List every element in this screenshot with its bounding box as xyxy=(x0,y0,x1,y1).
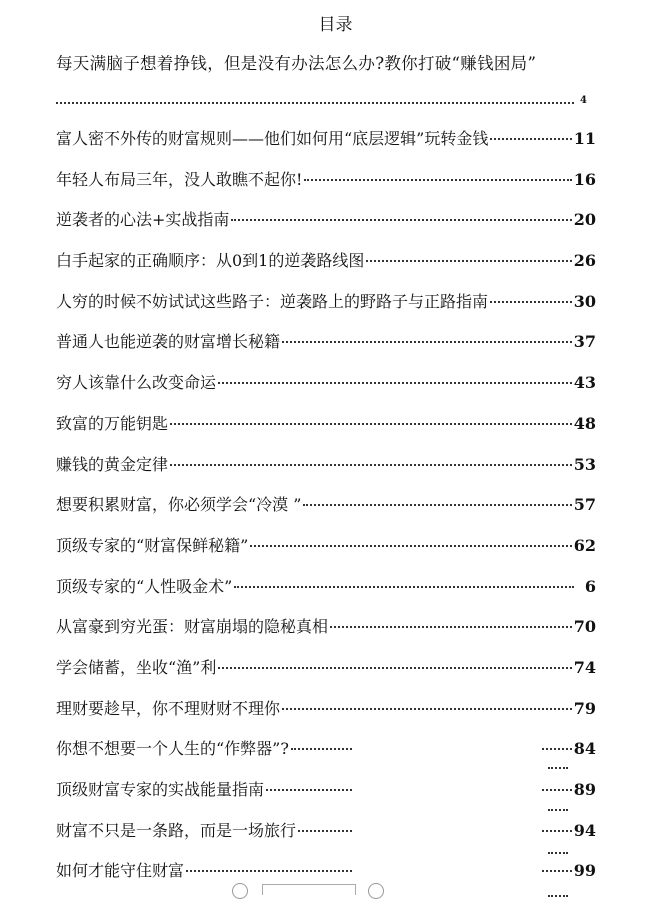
toc-entry-page: 37 xyxy=(573,332,596,352)
toc-entry-label: 顶级专家的“人性吸金术” xyxy=(56,576,233,596)
toc-entry[interactable] xyxy=(56,289,596,330)
toc-entry-page: 74 xyxy=(573,657,596,677)
intro-entry-label: 每天满脑子想着挣钱，但是没有办法怎么办?教你打破“赚钱困局” xyxy=(56,54,537,73)
toc-entry-page: 89 xyxy=(573,780,596,799)
toc-entry-page: 94 xyxy=(573,820,596,840)
toc-entry-leader xyxy=(250,545,571,547)
toc-entry[interactable] xyxy=(56,126,596,167)
toc-entry[interactable] xyxy=(56,533,596,574)
toc-entry-label: 你想不想要一个人生的“作弊器”? xyxy=(56,739,289,759)
toc-entry[interactable] xyxy=(56,411,596,452)
toc-entry-page: 26 xyxy=(573,251,596,271)
toc-entry-leader xyxy=(170,464,572,466)
next-page-button[interactable] xyxy=(368,883,384,899)
toc-entry-leader xyxy=(282,708,572,710)
toc-entry-label: 穷人该靠什么改变命运 xyxy=(56,373,217,393)
viewer-page-controls xyxy=(0,879,671,893)
toc-entry-leader xyxy=(170,423,572,425)
toc-entry-page: 70 xyxy=(573,617,596,637)
toc-entry-label: 赚钱的黄金定律 xyxy=(56,454,169,474)
intro-entry-leader xyxy=(56,93,574,107)
toc-entry-page: 16 xyxy=(573,169,596,189)
toc-entry-label: 财富不只是一条路，而是一场旅行 xyxy=(56,820,297,840)
intro-entry[interactable] xyxy=(56,50,631,74)
toc-entry-leader xyxy=(282,341,572,343)
toc-entry-label: 富人密不外传的财富规则——他们如何用“底层逻辑”玩转金钱 xyxy=(56,129,489,148)
toc-entry-page: 43 xyxy=(573,373,596,393)
toc-entry-label: 理财要趁早，你不理财财不理你 xyxy=(56,698,281,718)
toc-entry-label: 致富的万能钥匙 xyxy=(56,413,169,433)
toc-entry-leader xyxy=(490,138,571,140)
toc-entry-label: 学会储蓄，坐收“渔”利 xyxy=(56,657,217,677)
page-title: 目录 xyxy=(318,15,353,35)
toc-entry[interactable] xyxy=(56,614,596,655)
toc-entry[interactable] xyxy=(56,167,596,208)
toc-entry-label: 从富豪到穷光蛋：财富崩塌的隐秘真相 xyxy=(56,617,329,637)
toc-entry-page: 99 xyxy=(573,861,596,881)
toc-entry[interactable] xyxy=(56,207,596,248)
toc-entry-leader xyxy=(218,667,571,669)
toc-entry-page: 57 xyxy=(573,495,596,515)
toc-entry-leader xyxy=(231,219,571,221)
scan-blank-area xyxy=(352,738,542,893)
toc-entry-page: 84 xyxy=(573,739,596,759)
toc-entry-label: 普通人也能逆袭的财富增长秘籍 xyxy=(56,332,281,352)
toc-entry-label: 人穷的时候不妨试试这些路子：逆袭路上的野路子与正路指南 xyxy=(56,291,489,311)
page-number-box[interactable] xyxy=(262,884,356,895)
toc-entry-page: 53 xyxy=(573,454,596,474)
toc-entry-leader xyxy=(303,504,571,506)
toc-entry-leader xyxy=(366,260,571,262)
toc-entry-leader xyxy=(218,382,572,384)
toc-entry[interactable] xyxy=(56,492,596,533)
toc-entry[interactable] xyxy=(56,329,596,370)
toc-entry-label: 年轻人布局三年，没人敢瞧不起你! xyxy=(56,169,303,189)
toc-entry[interactable] xyxy=(56,574,596,615)
toc-entry-label: 如何才能守住财富 xyxy=(56,861,185,881)
toc-entry-page: 11 xyxy=(573,129,596,148)
prev-page-button[interactable] xyxy=(232,883,248,899)
toc-entry-leader xyxy=(304,179,571,181)
toc-entry-page: 62 xyxy=(573,535,596,555)
toc-entry-leader xyxy=(330,626,572,628)
toc-entry-label: 逆袭者的心法+实战指南 xyxy=(56,210,230,230)
toc-entry-page: 20 xyxy=(573,210,596,230)
toc-entry[interactable] xyxy=(56,248,596,289)
toc-entry[interactable] xyxy=(56,696,596,737)
toc-entry-label: 想要积累财富，你必须学会“冷漠 ” xyxy=(56,495,302,515)
toc-entry-page: 6 xyxy=(584,576,596,596)
toc-entry[interactable] xyxy=(56,370,596,411)
toc-entry[interactable] xyxy=(56,452,596,493)
toc-entry-page: 48 xyxy=(573,413,596,433)
toc-entry-leader xyxy=(234,586,574,588)
toc-entry-label: 顶级财富专家的实战能量指南 xyxy=(56,780,265,799)
toc-entry-label: 顶级专家的“财富保鲜秘籍” xyxy=(56,535,249,555)
intro-entry-page: 4 xyxy=(580,95,587,106)
toc-entry-label: 白手起家的正确顺序：从0到1的逆袭路线图 xyxy=(56,251,365,271)
toc-entry-leader xyxy=(490,301,572,303)
toc-entry-page: 79 xyxy=(573,698,596,718)
toc-entry-page: 30 xyxy=(573,291,596,311)
toc-entry[interactable] xyxy=(56,655,596,696)
